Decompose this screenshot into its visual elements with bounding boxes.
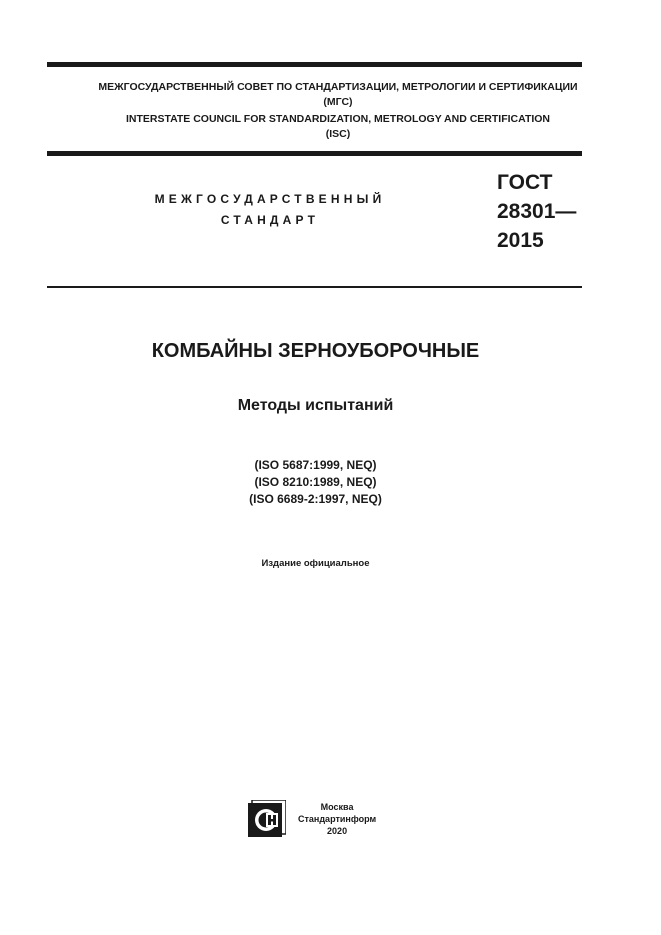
- council-en-abbr: (ISC): [325, 128, 351, 140]
- council-en-name: INTERSTATE COUNCIL FOR STANDARDIZATION, METROLOGY AND CERTIFICATION: [125, 113, 551, 125]
- council-ru: [47, 80, 629, 110]
- gost-code-line1: ГОСТ: [497, 171, 553, 194]
- top-rule: [47, 62, 582, 67]
- document-title: КОМБАЙНЫ ЗЕРНОУБОРОЧНЫЕ: [151, 340, 480, 362]
- iso-ref-2: (ISO 8210:1989, NEQ): [254, 475, 377, 489]
- publisher-year: 2020: [327, 826, 348, 836]
- standard-type-line2: СТАНДАРТ: [220, 213, 320, 227]
- iso-ref-1: (ISO 5687:1999, NEQ): [254, 458, 377, 472]
- iso-references: [0, 457, 631, 508]
- header-rule: [47, 151, 582, 156]
- publisher-city: Москва: [320, 802, 354, 812]
- iso-ref-3: (ISO 6689-2:1997, NEQ): [249, 492, 382, 506]
- gost-code-line3: 2015: [497, 229, 544, 252]
- council-en: [47, 112, 629, 142]
- gost-code-line2: 28301—: [497, 200, 577, 223]
- edition-label: Издание официальное: [261, 558, 370, 569]
- title-rule: [47, 286, 582, 288]
- publisher-block: [248, 800, 376, 838]
- council-ru-abbr: (МГС): [323, 96, 353, 108]
- gost-code: [497, 168, 576, 255]
- council-ru-name: МЕЖГОСУДАРСТВЕННЫЙ СОВЕТ ПО СТАНДАРТИЗАЦИИ, МЕТРОЛОГИИ И СЕРТИФИКАЦИИ: [98, 81, 578, 93]
- standard-type: [130, 189, 410, 231]
- standard-type-line1: МЕЖГОСУДАРСТВЕННЫЙ: [154, 192, 386, 206]
- document-subtitle: Методы испытаний: [237, 397, 394, 414]
- standartinform-logo-icon: [248, 800, 286, 838]
- publisher-text: [298, 801, 376, 837]
- publisher-name: Стандартинформ: [298, 814, 377, 824]
